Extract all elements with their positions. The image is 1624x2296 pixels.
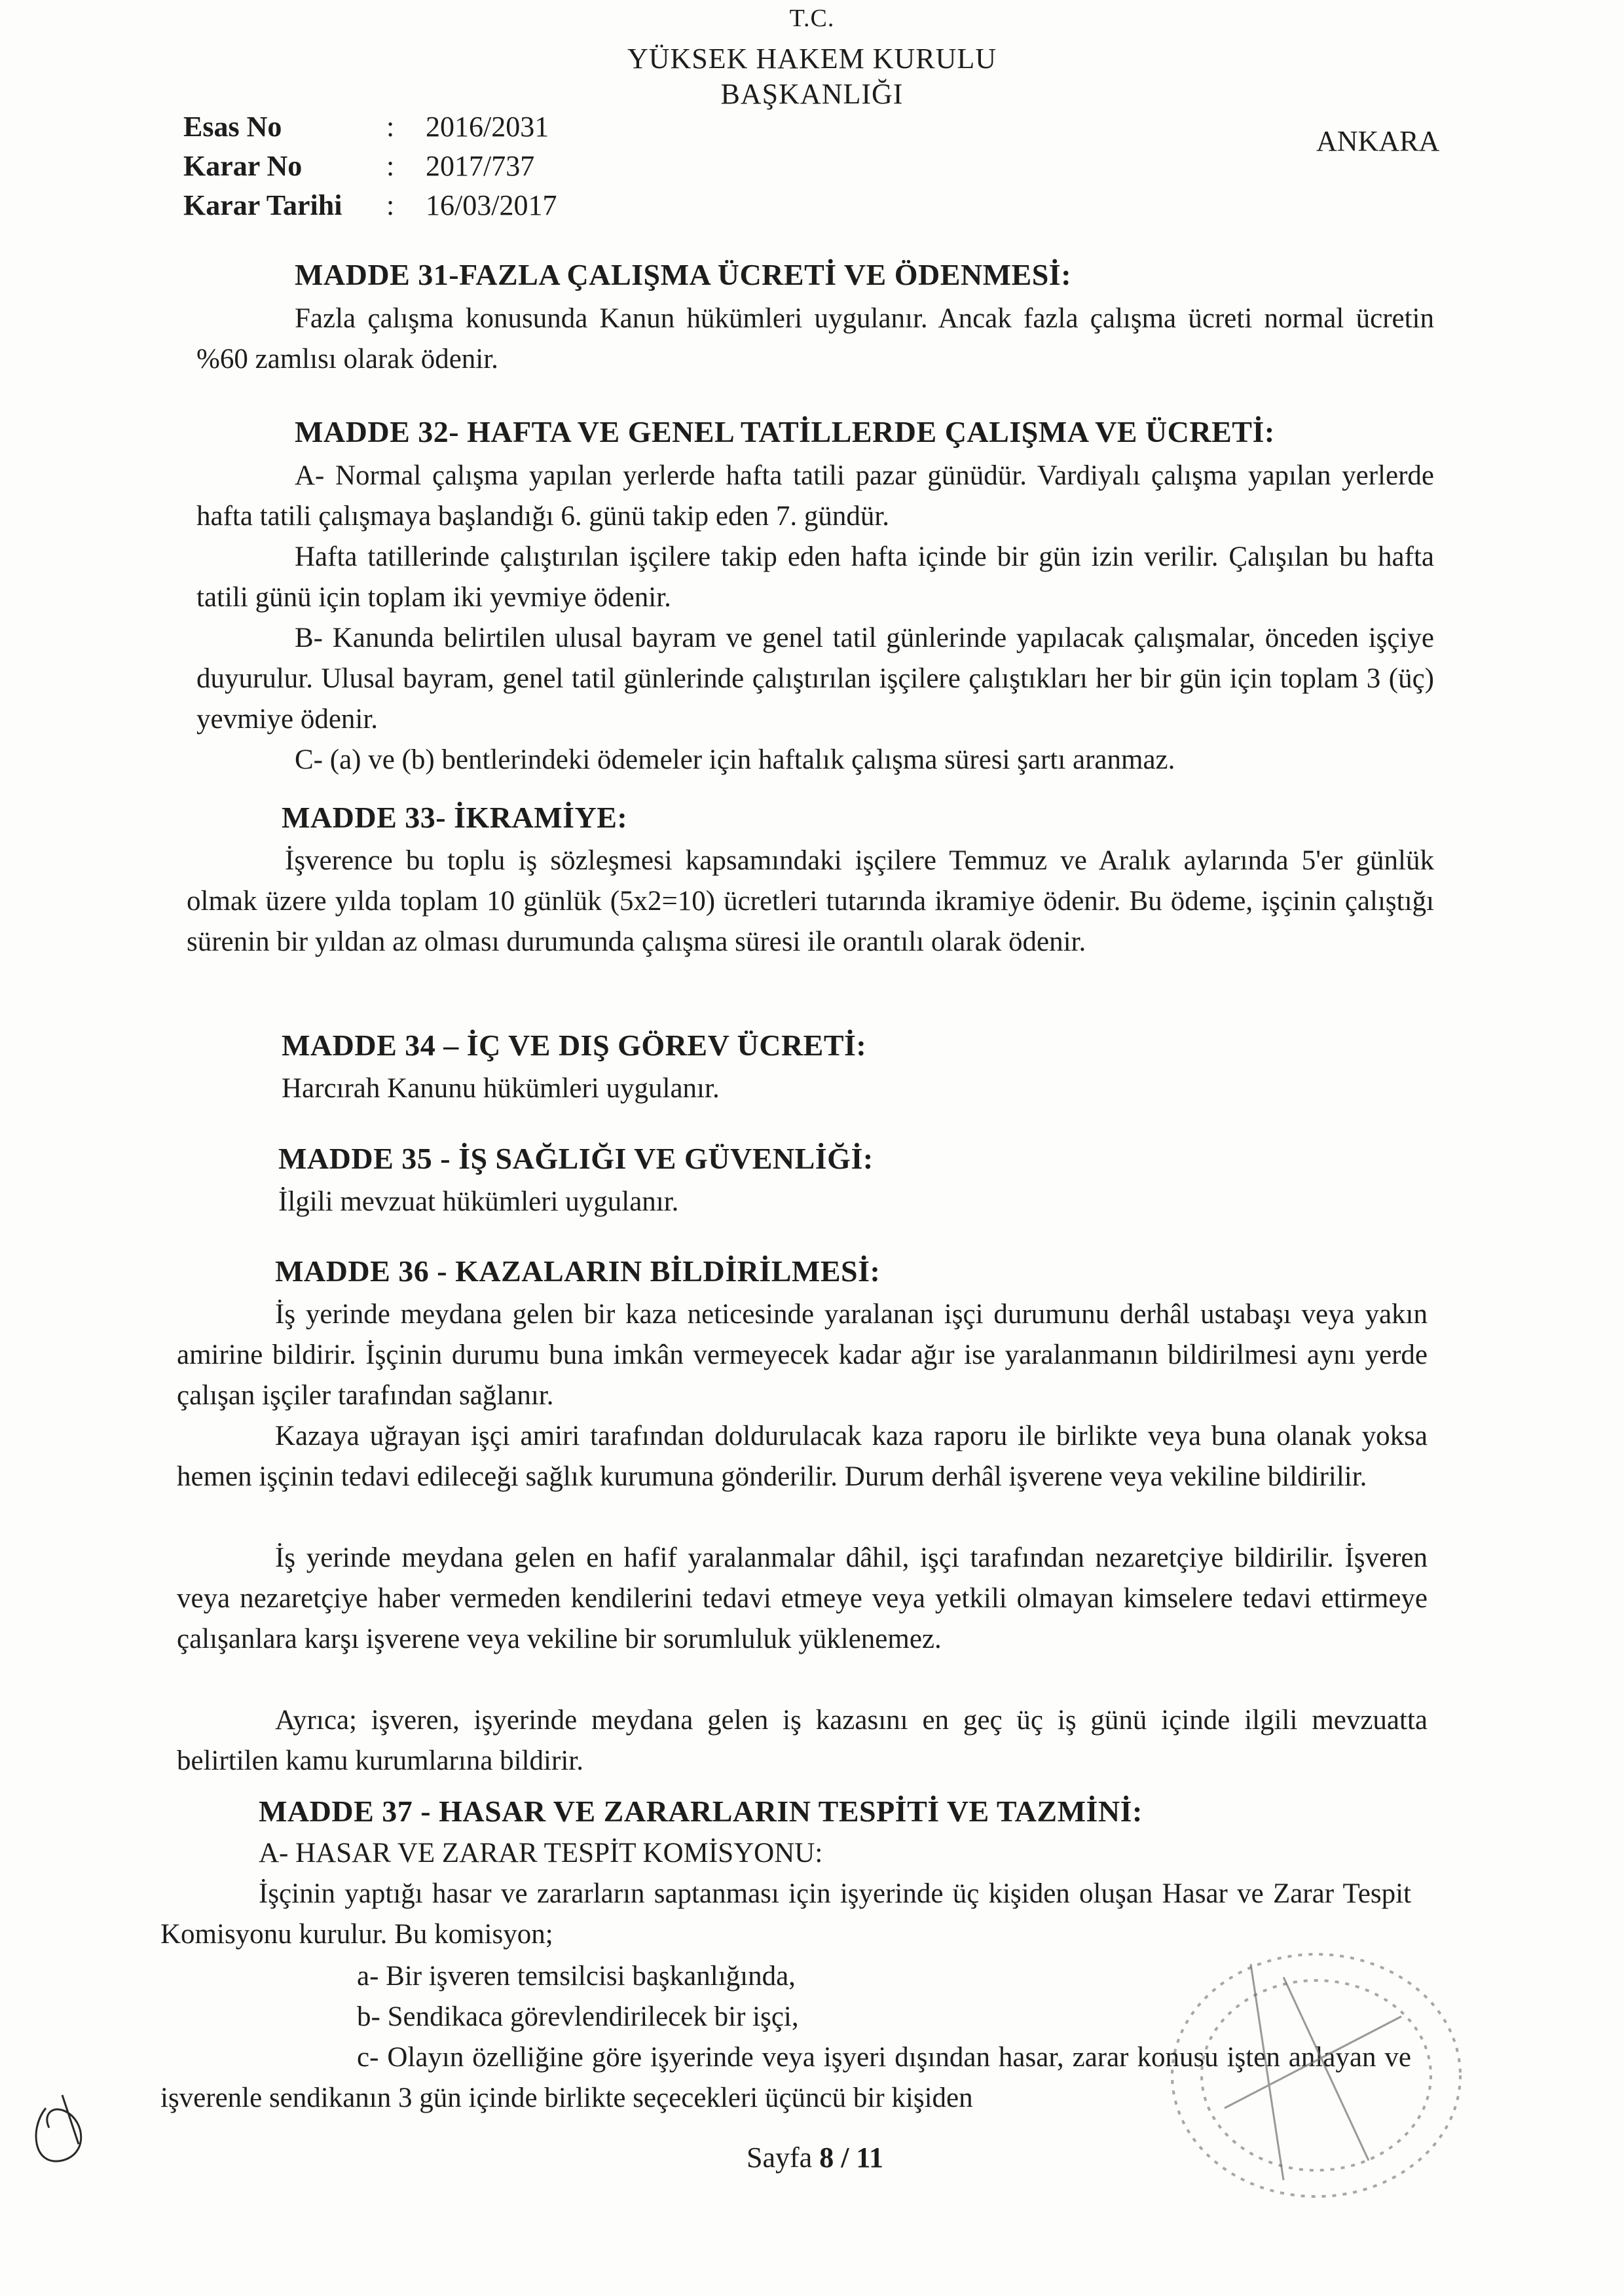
- header-presidency: BAŞKANLIĞI: [720, 78, 904, 110]
- page-prefix: Sayfa: [747, 2141, 820, 2174]
- article-37-item-b: b- Sendikaca görevlendirilecek bir işçi,: [357, 2001, 799, 2032]
- handwritten-initial-icon: [26, 2082, 98, 2180]
- article-32-para-hafta: Hafta tatillerinde çalıştırılan işçilere takip eden hafta içinde bir gün izin verilir. Çalışılan bu hafta tatili günü için toplam iki yevmiye ödenir.: [196, 541, 1434, 613]
- meta-tarih: [183, 189, 557, 222]
- esas-label: Esas No: [183, 111, 282, 143]
- meta-esas: [183, 110, 549, 143]
- article-36-title: MADDE 36 - KAZALARIN BİLDİRİLMESİ:: [275, 1254, 881, 1288]
- colon: :: [386, 111, 395, 143]
- article-33-text: İşverence bu toplu iş sözleşmesi kapsamındaki işçilere Temmuz ve Aralık aylarında 5'er günlük olmak üzere yılda toplam 10 günlük (5x2=10) ücretleri tutarında ikramiye ödenir. Bu ödeme, işçinin çalıştığı sürenin bir yıldan az olması durumunda çalışma süresi ile orantılı olarak ödenir.: [187, 845, 1434, 957]
- article-36-para-1: İş yerinde meydana gelen bir kaza neticesinde yaralanan işçi durumunu derhâl ustabaşı veya yakın amirine bildirir. İşçinin durumu buna imkân vermeyecek kadar ağır ise yaralanmanın bildirilmesi aynı yerde çalışan işçiler tarafından sağlanır.: [177, 1299, 1428, 1411]
- colon: :: [386, 189, 395, 221]
- article-33-title: MADDE 33- İKRAMİYE:: [282, 801, 628, 834]
- tarih-value: 16/03/2017: [426, 189, 557, 221]
- colon: :: [386, 150, 395, 182]
- article-35-title: MADDE 35 - İŞ SAĞLIĞI VE GÜVENLİĞİ:: [278, 1142, 874, 1175]
- article-31-text: Fazla çalışma konusunda Kanun hükümleri uygulanır. Ancak fazla çalışma ücreti normal ücretin %60 zamlısı olarak ödenir.: [196, 303, 1434, 374]
- article-32-title: MADDE 32- HAFTA VE GENEL TATİLLERDE ÇALIŞMA VE ÜCRETİ:: [295, 415, 1275, 448]
- article-34-text: Harcırah Kanunu hükümleri uygulanır.: [282, 1073, 720, 1104]
- article-31-title: MADDE 31-FAZLA ÇALIŞMA ÜCRETİ VE ÖDENMESİ:: [295, 258, 1072, 291]
- karar-label: Karar No: [183, 150, 303, 182]
- tarih-label: Karar Tarihi: [183, 189, 342, 221]
- article-32-para-b: B- Kanunda belirtilen ulusal bayram ve genel tatil günlerinde yapılacak çalışmalar, önceden işçiye duyurulur. Ulusal bayram, genel tatil günlerinde çalıştırılan işçilere çalıştıkları her bir gün için toplam 3 (üç) yevmiye ödenir.: [196, 623, 1434, 735]
- karar-value: 2017/737: [426, 150, 535, 182]
- article-36-para-4: Ayrıca; işveren, işyerinde meydana gelen iş kazasını en geç üç iş günü içinde ilgili mevzuatta belirtilen kamu kurumlarına bildirir.: [177, 1705, 1428, 1776]
- esas-value: 2016/2031: [426, 111, 549, 143]
- article-37-item-a: a- Bir işveren temsilcisi başkanlığında,: [357, 1961, 796, 1992]
- header-tc: T.C.: [789, 5, 835, 32]
- page-current: 8: [819, 2141, 834, 2174]
- header-city: ANKARA: [1316, 125, 1440, 157]
- article-36-para-3: İş yerinde meydana gelen en hafif yaralanmalar dâhil, işçi tarafından nezaretçiye bildirilir. İşveren veya nezaretçiye haber vermeden kendilerini tedavi etmeye veya yetkili olmayan kimselere tedavi ettirmeye çalışanlara karşı işverene veya vekiline bir sorumluluk yüklenemez.: [177, 1542, 1428, 1654]
- page-separator: /: [834, 2141, 857, 2174]
- article-32-para-c: C- (a) ve (b) bentlerindeki ödemeler için haftalık çalışma süresi şartı aranmaz.: [295, 744, 1175, 775]
- meta-karar: [183, 149, 534, 183]
- article-34-title: MADDE 34 – İÇ VE DIŞ GÖREV ÜCRETİ:: [282, 1029, 867, 1062]
- page-total: 11: [856, 2141, 883, 2174]
- official-stamp: [1153, 1938, 1480, 2213]
- article-37-title: MADDE 37 - HASAR VE ZARARLARIN TESPİTİ VE TAZMİNİ:: [259, 1795, 1143, 1828]
- article-32-para-a: A- Normal çalışma yapılan yerlerde hafta tatili pazar günüdür. Vardiyalı çalışma yapılan yerlerde hafta tatili çalışmaya başlandığı 6. günü takip eden 7. gündür.: [196, 460, 1434, 532]
- article-37-subtitle: A- HASAR VE ZARAR TESPİT KOMİSYONU:: [259, 1838, 823, 1868]
- article-35-text: İlgili mevzuat hükümleri uygulanır.: [278, 1186, 679, 1217]
- article-37-item-c: c- Olayın özelliğine göre işyerinde veya işyeri dışından hasar, zarar konusu işten anlayan ve işverenle sendikanın 3 gün içinde birlikte seçecekleri üçüncü bir kişiden: [160, 2042, 1411, 2113]
- article-36-para-2: Kazaya uğrayan işçi amiri tarafından doldurulacak kaza raporu ile birlikte veya buna olanak yoksa hemen işçinin tedavi edileceği sağlık kurumuna gönderilir. Durum derhâl işverene veya vekiline bildirilir.: [177, 1421, 1428, 1492]
- page-number: [747, 2141, 883, 2174]
- article-37-para-1: İşçinin yaptığı hasar ve zararların saptanması için işyerinde üç kişiden oluşan Hasar ve Zarar Tespit Komisyonu kurulur. Bu komisyon;: [160, 1878, 1411, 1950]
- header-institution: YÜKSEK HAKEM KURULU: [627, 43, 997, 75]
